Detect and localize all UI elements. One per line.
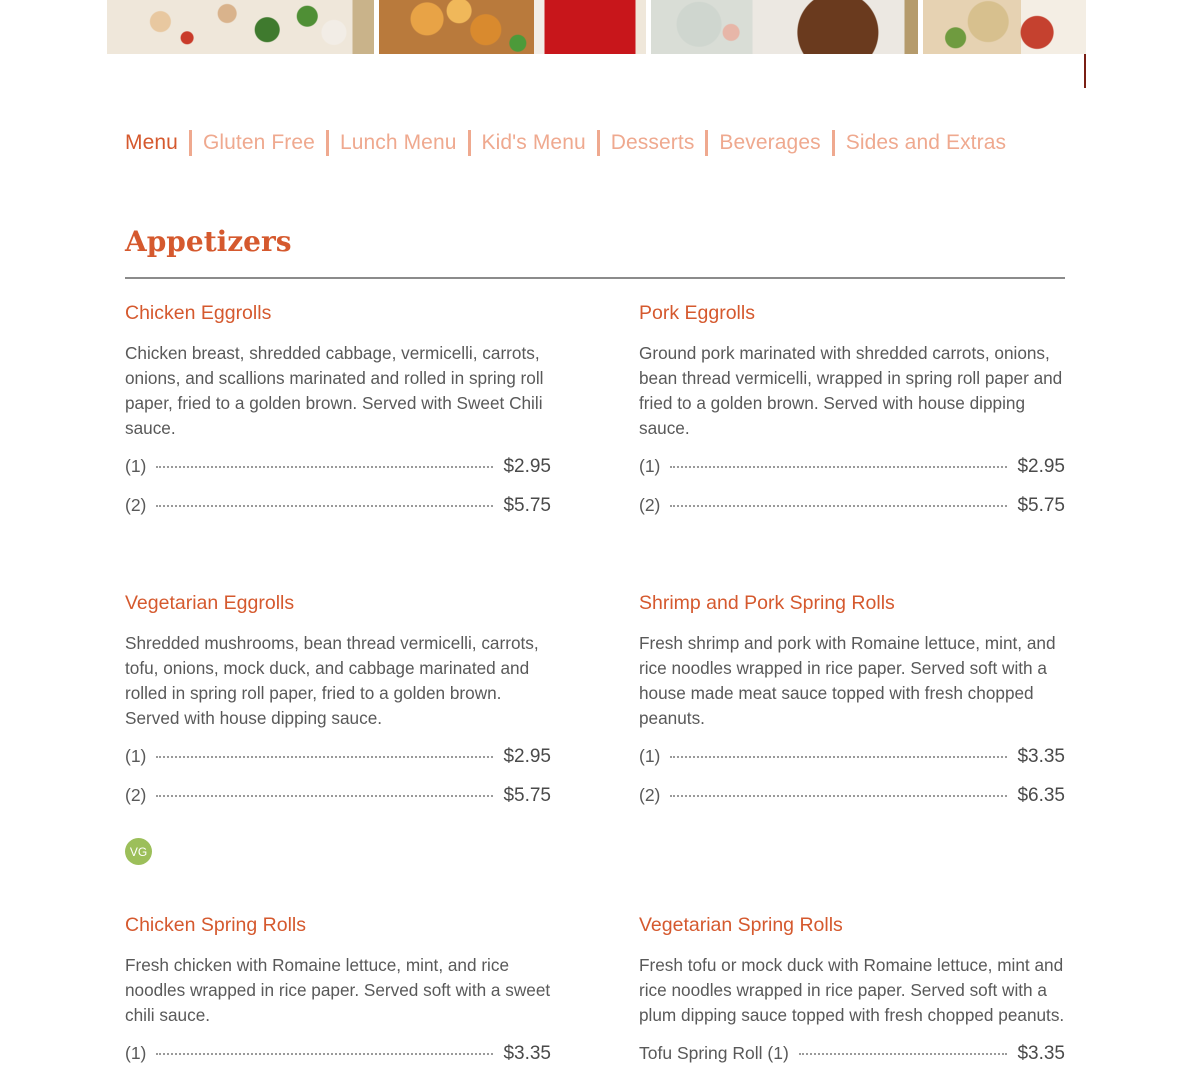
item-description: Fresh tofu or mock duck with Romaine lettuce, mint and rice noodles wrapped in rice paper. Served soft with a plum dipping sauce topped with fresh chopped peanuts. — [639, 955, 1065, 1025]
photo-strip — [107, 0, 1086, 88]
vegan-badge[interactable]: VG — [125, 838, 152, 865]
item-description: Fresh chicken with Romaine lettuce, mint, and rice noodles wrapped in rice paper. Served soft with a sweet chili sauce. — [125, 955, 551, 1025]
price-list — [639, 1043, 1065, 1082]
fried-chicken-sweet-chili-photo[interactable] — [379, 0, 646, 54]
price-value: $3.35 — [1017, 746, 1065, 767]
price-label: (2) — [639, 495, 661, 515]
price-row — [125, 495, 551, 534]
price-list — [639, 456, 1065, 534]
dot-leader — [670, 795, 1007, 797]
price-list — [125, 456, 551, 534]
item-description: Fresh shrimp and pork with Romaine lettuce, mint, and rice noodles wrapped in rice paper. Served soft with a house made meat sauce topped with fresh chopped peanuts. — [639, 633, 1056, 728]
nav-separator — [468, 130, 471, 156]
nav-item-gluten-free[interactable]: Gluten Free — [202, 131, 315, 154]
price-value: $2.95 — [1017, 456, 1065, 477]
wrap-photo[interactable] — [923, 0, 1086, 54]
nav-separator — [189, 130, 192, 156]
price-label: (1) — [125, 456, 147, 476]
item-name: Vegetarian Eggrolls — [125, 592, 295, 614]
price-value: $5.75 — [503, 785, 551, 806]
price-label: (1) — [125, 746, 147, 766]
section-title: Appetizers — [125, 225, 292, 258]
menu-item-vegetarian-eggrolls — [125, 591, 551, 865]
nav-separator — [326, 130, 329, 156]
item-name: Vegetarian Spring Rolls — [639, 914, 843, 936]
menu-item-chicken-spring-rolls — [125, 913, 551, 1082]
spring-rolls-peanut-sauce-photo[interactable] — [651, 0, 918, 54]
price-row — [125, 746, 551, 785]
price-row — [639, 785, 1065, 824]
price-label: (2) — [639, 785, 661, 805]
nav-separator — [832, 130, 835, 156]
nav-separator — [597, 130, 600, 156]
price-label: (1) — [639, 456, 661, 476]
price-list — [125, 746, 551, 824]
price-value: $2.95 — [503, 456, 551, 477]
dot-leader — [670, 466, 1007, 468]
dot-leader — [670, 505, 1007, 507]
price-row — [125, 456, 551, 495]
price-list — [125, 1043, 551, 1082]
menu-item-vegetarian-spring-rolls — [639, 913, 1065, 1082]
item-name: Pork Eggrolls — [639, 302, 755, 324]
price-value: $2.95 — [503, 746, 551, 767]
dot-leader — [156, 795, 493, 797]
price-label: Tofu Spring Roll (1) — [639, 1043, 789, 1063]
price-label: (1) — [639, 746, 661, 766]
item-name: Chicken Spring Rolls — [125, 914, 306, 936]
item-name: Chicken Eggrolls — [125, 302, 272, 324]
nav-item-lunch-menu[interactable]: Lunch Menu — [339, 131, 457, 154]
price-value: $3.35 — [503, 1043, 551, 1064]
item-description: Chicken breast, shredded cabbage, vermicelli, carrots, onions, and scallions marinated and rolled in spring roll paper, fried to a golden brown. Served with Sweet Chili sauce. — [125, 343, 544, 438]
dot-leader — [156, 466, 493, 468]
nav-item-menu[interactable]: Menu — [125, 131, 178, 154]
price-value: $3.35 — [1017, 1043, 1065, 1064]
item-description: Ground pork marinated with shredded carrots, onions, bean thread vermicelli, wrapped in spring roll paper and fried to a golden brown. Served with house dipping sauce. — [639, 343, 1063, 438]
nav-item-kids-menu[interactable]: Kid's Menu — [481, 131, 586, 154]
nav-item-beverages[interactable]: Beverages — [719, 131, 821, 154]
item-name: Shrimp and Pork Spring Rolls — [639, 592, 895, 614]
item-description: Shredded mushrooms, bean thread vermicelli, carrots, tofu, onions, mock duck, and cabbage marinated and rolled in spring roll paper, fried to a golden brown. Served with house dipping sauce. — [125, 633, 539, 728]
stir-fry-vegetables-photo[interactable] — [107, 0, 374, 54]
price-row — [639, 456, 1065, 495]
dot-leader — [156, 1053, 493, 1055]
dot-leader — [156, 505, 493, 507]
price-row — [639, 746, 1065, 785]
dot-leader — [156, 756, 493, 758]
menu-item-shrimp-pork-spring-rolls — [639, 591, 1065, 824]
price-value: $5.75 — [1017, 495, 1065, 516]
price-row — [639, 1043, 1065, 1082]
nav-separator — [705, 130, 708, 156]
nav-item-sides-and-extras[interactable]: Sides and Extras — [845, 131, 1007, 154]
menu-item-pork-eggrolls — [639, 301, 1065, 534]
price-label: (1) — [125, 1043, 147, 1063]
price-value: $6.35 — [1017, 785, 1065, 806]
menu-item-chicken-eggrolls — [125, 301, 551, 534]
dot-leader — [799, 1053, 1008, 1055]
price-label: (2) — [125, 495, 147, 515]
price-row — [639, 495, 1065, 534]
price-label: (2) — [125, 785, 147, 805]
photo-strip-edge — [1084, 54, 1086, 88]
price-row — [125, 1043, 551, 1082]
menu-category-nav — [125, 128, 1006, 158]
dot-leader — [670, 756, 1007, 758]
price-list — [639, 746, 1065, 824]
section-divider — [125, 277, 1065, 279]
price-value: $5.75 — [503, 495, 551, 516]
price-row — [125, 785, 551, 824]
nav-item-desserts[interactable]: Desserts — [610, 131, 695, 154]
